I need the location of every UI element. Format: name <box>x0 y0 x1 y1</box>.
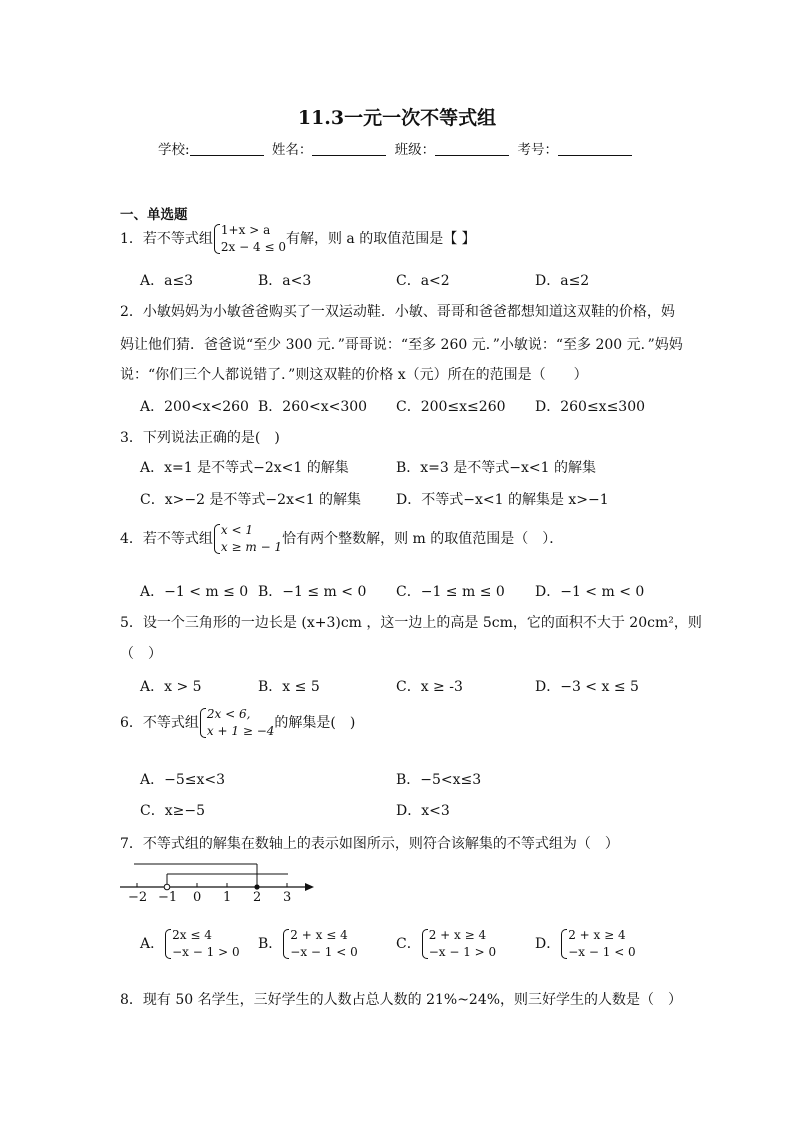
tick-label: 1 <box>223 890 232 905</box>
option-b: B．x=3 是不等式−x<1 的解集 <box>396 460 596 476</box>
student-info-row <box>0 138 794 158</box>
exam-number-label: 考号： <box>517 142 558 158</box>
option-a: A．−1 < m ≤ 0 <box>140 584 249 600</box>
option-b: B． 2 + x ≤ 4 −x − 1 < 0 <box>258 928 358 959</box>
option-c: C．−1 ≤ m ≤ 0 <box>396 584 505 600</box>
question-5-line-2: （ ） <box>120 646 162 662</box>
option-a: A．200<x<260 <box>140 399 249 415</box>
option-b: B．260<x<300 <box>258 399 368 415</box>
school-blank <box>190 141 264 156</box>
question-5-line-1: 5．设一个三角形的一边长是 (x+3)cm ，这一边上的高是 5cm，它的面积不大于 20cm²，则 <box>120 615 702 631</box>
tick-label: −2 <box>128 890 148 905</box>
question-text: 的解集是( ) <box>274 715 356 731</box>
option-d: D． 2 + x ≥ 4 −x − 1 < 0 <box>535 928 636 959</box>
inequality-system: 2 + x ≥ 4 −x − 1 > 0 <box>421 927 496 961</box>
inequality-system: 2 + x ≥ 4 −x − 1 < 0 <box>560 927 635 961</box>
option-a: A．a≤3 <box>140 273 194 289</box>
inequality-system: x < 1 x ≥ m − 1 <box>213 522 282 556</box>
tick-label: −1 <box>158 890 178 905</box>
question-text: 不等式组 <box>142 715 199 731</box>
question-1 <box>120 222 476 256</box>
exam-number-blank <box>558 141 632 156</box>
inequality-system: 2x < 6, x + 1 ≥ −4 <box>199 706 274 740</box>
option-d: D．−1 < m < 0 <box>535 584 645 600</box>
option-d: D．x<3 <box>396 803 450 819</box>
option-a: A．x=1 是不等式−2x<1 的解集 <box>140 460 349 476</box>
tick-label: 3 <box>283 890 292 905</box>
name-label: 姓名： <box>271 142 313 158</box>
axis-tick-labels <box>118 890 328 910</box>
option-c: C．x ≥ -3 <box>396 679 463 695</box>
section-title: 一、单选题 <box>120 207 188 223</box>
class-label: 班级： <box>394 142 436 158</box>
page-title: 11.3一元一次不等式组 <box>297 107 497 129</box>
question-2-line-3: 说：“你们三个人都说错了．”则这双鞋的价格 x（元）所在的范围是（ ） <box>120 367 588 383</box>
question-2-line-2: 妈让他们猜．爸爸说“至少 300 元．”哥哥说：“至多 260 元．”小敏说：“至多 200 元．”妈妈 <box>120 337 683 353</box>
option-c: C．a<2 <box>396 273 450 289</box>
option-d: D．不等式−x<1 的解集是 x>−1 <box>396 492 609 508</box>
question-text: 恰有两个整数解，则 m 的取值范围是（ ）． <box>282 531 564 547</box>
question-text: 有解，则 a 的取值范围是【 】 <box>285 231 476 247</box>
school-label: 学校: <box>158 142 190 158</box>
option-a: A．−5≤x<3 <box>140 772 226 788</box>
class-blank <box>435 141 509 156</box>
question-8: 8．现有 50 名学生，三好学生的人数占总人数的 21%~24%，则三好学生的人数是（ ） <box>120 992 683 1008</box>
question-7: 7．不等式组的解集在数轴上的表示如图所示，则符合该解集的不等式组为（ ） <box>120 836 619 852</box>
option-d: D．a≤2 <box>535 273 590 289</box>
question-text: 若不等式组 <box>142 231 213 247</box>
option-a: A．x > 5 <box>140 679 202 695</box>
closed-point-at-2 <box>254 884 259 889</box>
option-c: C．x>−2 是不等式−2x<1 的解集 <box>140 492 362 508</box>
inequality-system: 2x ≤ 4 −x − 1 > 0 <box>164 927 239 961</box>
tick-label: 0 <box>193 890 202 905</box>
option-c: C． 2 + x ≥ 4 −x − 1 > 0 <box>396 928 497 959</box>
option-a: A． 2x ≤ 4 −x − 1 > 0 <box>140 928 240 959</box>
question-text: 若不等式组 <box>142 531 213 547</box>
option-c: C．x≥−5 <box>140 803 205 819</box>
option-b: B．x ≤ 5 <box>258 679 320 695</box>
inequality-system: 1+x > a 2x − 4 ≤ 0 <box>213 222 286 256</box>
open-point-at-minus-1 <box>164 884 170 890</box>
option-d: D．260≤x≤300 <box>535 399 646 415</box>
option-b: B．−1 ≤ m < 0 <box>258 584 367 600</box>
question-6 <box>120 706 355 740</box>
question-number: 4． <box>120 531 143 547</box>
option-d: D．−3 < x ≤ 5 <box>535 679 639 695</box>
question-number: 1． <box>120 231 143 247</box>
name-blank <box>312 141 386 156</box>
option-c: C．200≤x≤260 <box>396 399 506 415</box>
question-4 <box>120 522 563 556</box>
inequality-system: 2 + x ≤ 4 −x − 1 < 0 <box>282 927 357 961</box>
question-number: 6． <box>120 715 143 731</box>
question-2-line-1: 2．小敏妈妈为小敏爸爸购买了一双运动鞋．小敏、哥哥和爸爸都想知道这双鞋的价格，妈 <box>120 304 675 320</box>
tick-label: 2 <box>253 890 262 905</box>
option-b: B．−5<x≤3 <box>396 772 482 788</box>
option-b: B．a<3 <box>258 273 312 289</box>
question-3: 3．下列说法正确的是( ) <box>120 430 280 446</box>
